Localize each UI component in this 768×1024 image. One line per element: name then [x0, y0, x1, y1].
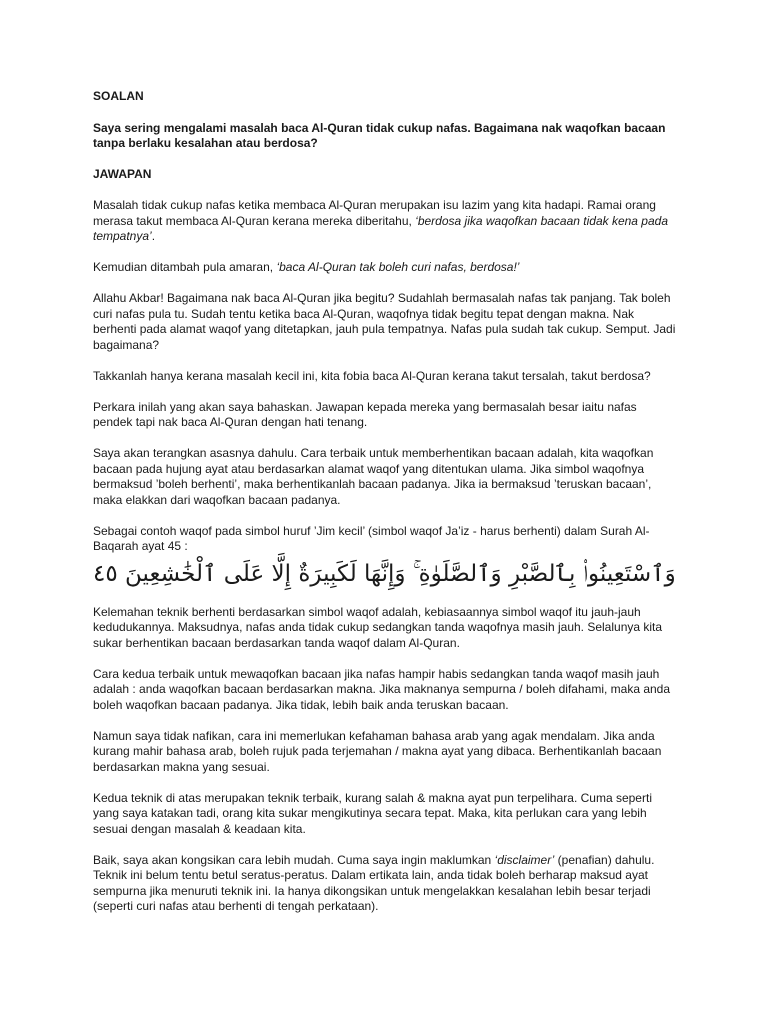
paragraph-12-quote: ‘disclaimer’ [494, 852, 555, 867]
paragraph-11: Kedua teknik di atas merupakan teknik terbaik, kurang salah & makna ayat pun terpelihara. Cuma seperti yang saya katakan tadi, orang kita sukar mengikutinya secara tepat. Maka, kita perlukan cara yang lebih sesuai dengan masalah & keadaan kita. [93, 790, 652, 836]
soalan-heading: SOALAN [93, 89, 144, 103]
paragraph-9: Cara kedua terbaik untuk mewaqofkan bacaan jika nafas hampir habis sedangkan tanda waqof masih jauh adalah : anda waqofkan bacaan berdasarkan makna. Jika maknanya sempurna / boleh difahami, maka anda boleh waqofkan bacaan padanya. Jika tidak, lebih baik anda teruskan bacaan. [93, 666, 671, 712]
paragraph-4: Takkanlah hanya kerana masalah kecil ini, kita fobia baca Al-Quran kerana takut tersalah, takut berdosa? [93, 368, 651, 383]
paragraph-5: Perkara inilah yang akan saya bahaskan. Jawapan kepada mereka yang bermasalah besar iaitu nafas pendek tapi nak baca Al-Quran dengan hati tenang. [93, 399, 637, 429]
paragraph-8: Kelemahan teknik berhenti berdasarkan simbol waqof adalah, kebiasaannya simbol waqof itu jauh-jauh kedudukannya. Maksudnya, nafas anda tidak cukup sedangkan tanda waqofnya masih jauh. Selalunya kita sukar berhentikan bacaan berdasarkan tanda waqof dalam Al-Quran. [93, 604, 663, 650]
arabic-verse: وَٱسْتَعِينُوا۟ بِٱلصَّبْرِ وَٱلصَّلَوٰةِ ۚ وَإِنَّهَا لَكَبِيرَةٌ إِلَّا عَلَى ٱلْخَٰشِعِينَ ٤٥ [93, 560, 676, 587]
paragraph-10: Namun saya tidak nafikan, cara ini memerlukan kefahaman bahasa arab yang agak mendalam. Jika anda kurang mahir bahasa arab, boleh rujuk pada terjemahan / makna ayat yang dibaca. Berhentikanlah bacaan berdasarkan makna yang sesuai. [93, 728, 662, 774]
paragraph-1-quote: ‘berdosa jika waqofkan bacaan tidak kena pada tempatnya’ [93, 213, 668, 243]
question-text: Saya sering mengalami masalah baca Al-Quran tidak cukup nafas. Bagaimana nak waqofkan bacaan tanpa berlaku kesalahan atau berdosa? [93, 120, 666, 150]
paragraph-1 [93, 198, 678, 245]
paragraph-12-text: Baik, saya akan kongsikan cara lebih mudah. Cuma saya ingin maklumkan [93, 852, 495, 867]
paragraph-2-quote: ‘baca Al-Quran tak boleh curi nafas, berdosa!’ [276, 260, 520, 274]
paragraph-6: Saya akan terangkan asasnya dahulu. Cara terbaik untuk memberhentikan bacaan adalah, kita waqofkan bacaan pada hujung ayat atau berdasarkan alamat waqof yang ditentukan ulama. Jika simbol waqofnya bermaksud ’boleh berhenti’, maka berhentikanlah bacaan padanya. Jika ia bermaksud ’teruskan bacaan’, maka elakkan dari waqofkan bacaan padanya. [93, 446, 654, 507]
paragraph-2 [93, 260, 678, 276]
paragraph-12 [93, 853, 678, 915]
paragraph-3: Allahu Akbar! Bagaimana nak baca Al-Quran jika begitu? Sudahlah bermasalah nafas tak panjang. Tak boleh curi nafas pula tu. Sudah tentu ketika baca Al-Quran, waqofnya tidak begitu tepat dengan makna. Nak berhenti pada alamat waqof yang ditetapkan, jauh pula tempatnya. Nafas pula sudah tak cukup. Semput. Jadi bagaimana? [93, 291, 676, 352]
paragraph-12-end: (penafian) dahulu. Teknik ini belum tentu betul seratus-peratus. Dalam ertikata lain, anda tidak boleh berharap maksud ayat sempurna jika menuruti teknik ini. Ia hanya dikongsikan untuk mengelakkan kesalahan lebih besar terjadi (seperti curi nafas atau berhenti di tengah perkataan). [93, 852, 655, 913]
paragraph-2-text: Kemudian ditambah pula amaran, [93, 260, 277, 274]
jawapan-heading: JAWAPAN [93, 166, 152, 181]
paragraph-1-text: Masalah tidak cukup nafas ketika membaca Al-Quran merupakan isu lazim yang kita hadapi. Ramai orang merasa takut membaca Al-Quran kerana mereka diberitahu, [93, 198, 656, 228]
paragraph-1-end: . [151, 229, 156, 243]
paragraph-7: Sebagai contoh waqof pada simbol huruf ’Jim kecil’ (simbol waqof Ja’iz - harus berhenti) dalam Surah Al-Baqarah ayat 45 : [93, 523, 650, 553]
